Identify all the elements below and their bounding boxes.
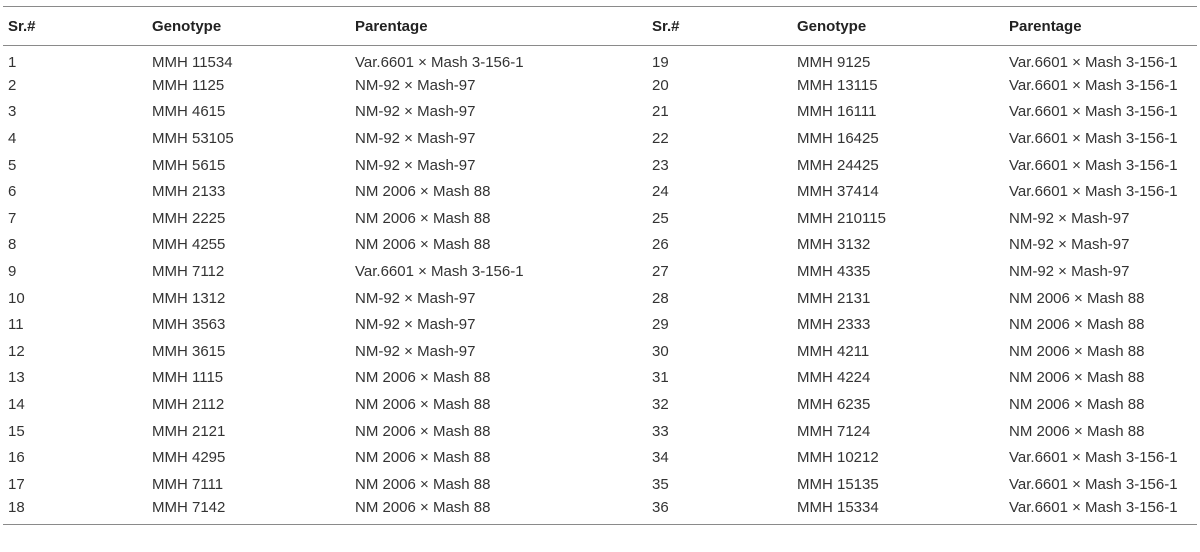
table-row: [3, 258, 1197, 285]
table-row: [3, 152, 1197, 179]
parentage-right-cell: Var.6601 × Mash 3-156-1: [1009, 449, 1178, 467]
sr-right-cell: 21: [652, 103, 669, 121]
sr-right-cell: 20: [652, 76, 669, 94]
genotype-left-cell: MMH 3563: [152, 316, 226, 334]
genotype-left-cell: MMH 7111: [152, 475, 224, 493]
sr-right-cell: 25: [652, 209, 669, 227]
genotype-right-cell: MMH 4224: [797, 369, 871, 387]
genotype-left-cell: MMH 1115: [152, 369, 224, 387]
parentage-right-cell: Var.6601 × Mash 3-156-1: [1009, 183, 1178, 201]
table-row: [3, 99, 1197, 126]
parentage-left-cell: NM-92 × Mash-97: [355, 103, 476, 121]
genotype-right-cell: MMH 37414: [797, 183, 879, 201]
parentage-left-cell: NM-92 × Mash-97: [355, 76, 476, 94]
parentage-right-cell: NM 2006 × Mash 88: [1009, 289, 1145, 307]
sr-right-cell: 31: [652, 369, 669, 387]
sr-right-cell: 27: [652, 263, 669, 281]
table-row: [3, 444, 1197, 471]
parentage-right-cell: NM-92 × Mash-97: [1009, 209, 1130, 227]
genotype-right-cell: MMH 210115: [797, 209, 886, 227]
sr-left-cell: 3: [8, 103, 17, 121]
sr-left-cell: 2: [8, 76, 17, 94]
parentage-left-cell: NM 2006 × Mash 88: [355, 499, 491, 517]
genotype-right-cell: MMH 7124: [797, 422, 871, 440]
sr-left-cell: 9: [8, 263, 17, 281]
sr-left-cell: 1: [8, 53, 17, 71]
genotype-right-cell: MMH 9125: [797, 53, 871, 71]
parentage-left-cell: Var.6601 × Mash 3-156-1: [355, 263, 524, 281]
sr-left-cell: 14: [8, 396, 25, 414]
genotype-parentage-table: [3, 6, 1197, 525]
sr-left-cell: 8: [8, 236, 17, 254]
genotype-right-cell: MMH 3132: [797, 236, 871, 254]
genotype-right-cell: MMH 24425: [797, 156, 879, 174]
header-parentage-left: Parentage: [355, 17, 428, 35]
header-genotype-left: Genotype: [152, 17, 222, 35]
parentage-right-cell: Var.6601 × Mash 3-156-1: [1009, 130, 1178, 148]
genotype-right-cell: MMH 16425: [797, 130, 879, 148]
sr-right-cell: 33: [652, 422, 669, 440]
parentage-left-cell: NM 2006 × Mash 88: [355, 396, 491, 414]
genotype-right-cell: MMH 6235: [797, 396, 871, 414]
genotype-left-cell: MMH 11534: [152, 53, 233, 71]
table-row: [3, 178, 1197, 205]
sr-right-cell: 35: [652, 475, 669, 493]
table-row: [3, 46, 1197, 73]
table-row: [3, 232, 1197, 259]
table-body: [3, 46, 1197, 525]
parentage-left-cell: Var.6601 × Mash 3-156-1: [355, 53, 524, 71]
sr-right-cell: 32: [652, 396, 669, 414]
sr-right-cell: 23: [652, 156, 669, 174]
parentage-left-cell: NM 2006 × Mash 88: [355, 183, 491, 201]
table-row: [3, 72, 1197, 99]
table-row: [3, 311, 1197, 338]
parentage-right-cell: Var.6601 × Mash 3-156-1: [1009, 76, 1178, 94]
parentage-right-cell: NM-92 × Mash-97: [1009, 236, 1130, 254]
sr-right-cell: 24: [652, 183, 669, 201]
sr-left-cell: 6: [8, 183, 17, 201]
parentage-left-cell: NM-92 × Mash-97: [355, 130, 476, 148]
parentage-left-cell: NM-92 × Mash-97: [355, 289, 476, 307]
genotype-left-cell: MMH 2133: [152, 183, 226, 201]
genotype-right-cell: MMH 13115: [797, 76, 878, 94]
sr-left-cell: 10: [8, 289, 25, 307]
genotype-right-cell: MMH 4211: [797, 342, 870, 360]
parentage-right-cell: NM 2006 × Mash 88: [1009, 316, 1145, 334]
genotype-left-cell: MMH 7112: [152, 263, 225, 281]
table-row: [3, 365, 1197, 392]
table-row: [3, 391, 1197, 418]
sr-left-cell: 12: [8, 342, 25, 360]
genotype-right-cell: MMH 15135: [797, 475, 879, 493]
sr-left-cell: 7: [8, 209, 17, 227]
parentage-left-cell: NM-92 × Mash-97: [355, 156, 476, 174]
sr-left-cell: 5: [8, 156, 17, 174]
header-sr-left: Sr.#: [8, 17, 36, 35]
header-sr-right: Sr.#: [652, 17, 680, 35]
parentage-left-cell: NM 2006 × Mash 88: [355, 422, 491, 440]
parentage-left-cell: NM 2006 × Mash 88: [355, 449, 491, 467]
sr-right-cell: 26: [652, 236, 669, 254]
genotype-left-cell: MMH 4615: [152, 103, 226, 121]
parentage-left-cell: NM 2006 × Mash 88: [355, 369, 491, 387]
genotype-left-cell: MMH 3615: [152, 342, 226, 360]
table-row: [3, 498, 1197, 525]
sr-left-cell: 15: [8, 422, 25, 440]
header-row: [3, 7, 1197, 46]
parentage-right-cell: Var.6601 × Mash 3-156-1: [1009, 53, 1178, 71]
sr-right-cell: 36: [652, 499, 669, 517]
parentage-left-cell: NM 2006 × Mash 88: [355, 475, 491, 493]
table-header: [3, 7, 1197, 46]
parentage-right-cell: Var.6601 × Mash 3-156-1: [1009, 103, 1178, 121]
genotype-left-cell: MMH 1312: [152, 289, 226, 307]
genotype-table-container: [0, 6, 1200, 552]
genotype-right-cell: MMH 4335: [797, 263, 871, 281]
sr-left-cell: 13: [8, 369, 25, 387]
genotype-left-cell: MMH 4255: [152, 236, 226, 254]
sr-right-cell: 29: [652, 316, 669, 334]
parentage-left-cell: NM-92 × Mash-97: [355, 316, 476, 334]
sr-right-cell: 19: [652, 53, 669, 71]
sr-right-cell: 34: [652, 449, 669, 467]
parentage-right-cell: NM-92 × Mash-97: [1009, 263, 1130, 281]
genotype-left-cell: MMH 2121: [152, 422, 226, 440]
genotype-left-cell: MMH 5615: [152, 156, 226, 174]
header-parentage-right: Parentage: [1009, 17, 1082, 35]
genotype-left-cell: MMH 2112: [152, 396, 225, 414]
sr-right-cell: 22: [652, 130, 669, 148]
genotype-left-cell: MMH 2225: [152, 209, 226, 227]
sr-right-cell: 28: [652, 289, 669, 307]
sr-left-cell: 4: [8, 130, 17, 148]
parentage-right-cell: NM 2006 × Mash 88: [1009, 342, 1145, 360]
sr-left-cell: 16: [8, 449, 25, 467]
sr-left-cell: 18: [8, 499, 25, 517]
table-row: [3, 125, 1197, 152]
parentage-right-cell: NM 2006 × Mash 88: [1009, 396, 1145, 414]
parentage-right-cell: NM 2006 × Mash 88: [1009, 369, 1145, 387]
table-row: [3, 338, 1197, 365]
parentage-right-cell: NM 2006 × Mash 88: [1009, 422, 1145, 440]
parentage-left-cell: NM 2006 × Mash 88: [355, 236, 491, 254]
genotype-right-cell: MMH 10212: [797, 449, 879, 467]
sr-right-cell: 30: [652, 342, 669, 360]
sr-left-cell: 11: [8, 316, 24, 334]
genotype-left-cell: MMH 7142: [152, 499, 226, 517]
genotype-left-cell: MMH 1125: [152, 76, 225, 94]
parentage-right-cell: Var.6601 × Mash 3-156-1: [1009, 475, 1178, 493]
parentage-left-cell: NM 2006 × Mash 88: [355, 209, 491, 227]
table-row: [3, 471, 1197, 498]
genotype-right-cell: MMH 16111: [797, 103, 877, 121]
genotype-left-cell: MMH 4295: [152, 449, 226, 467]
sr-left-cell: 17: [8, 475, 25, 493]
parentage-right-cell: Var.6601 × Mash 3-156-1: [1009, 156, 1178, 174]
table-row: [3, 418, 1197, 445]
table-row: [3, 285, 1197, 312]
genotype-right-cell: MMH 15334: [797, 499, 879, 517]
genotype-right-cell: MMH 2333: [797, 316, 871, 334]
parentage-right-cell: Var.6601 × Mash 3-156-1: [1009, 499, 1178, 517]
table-row: [3, 205, 1197, 232]
genotype-right-cell: MMH 2131: [797, 289, 871, 307]
header-genotype-right: Genotype: [797, 17, 867, 35]
parentage-left-cell: NM-92 × Mash-97: [355, 342, 476, 360]
genotype-left-cell: MMH 53105: [152, 130, 234, 148]
